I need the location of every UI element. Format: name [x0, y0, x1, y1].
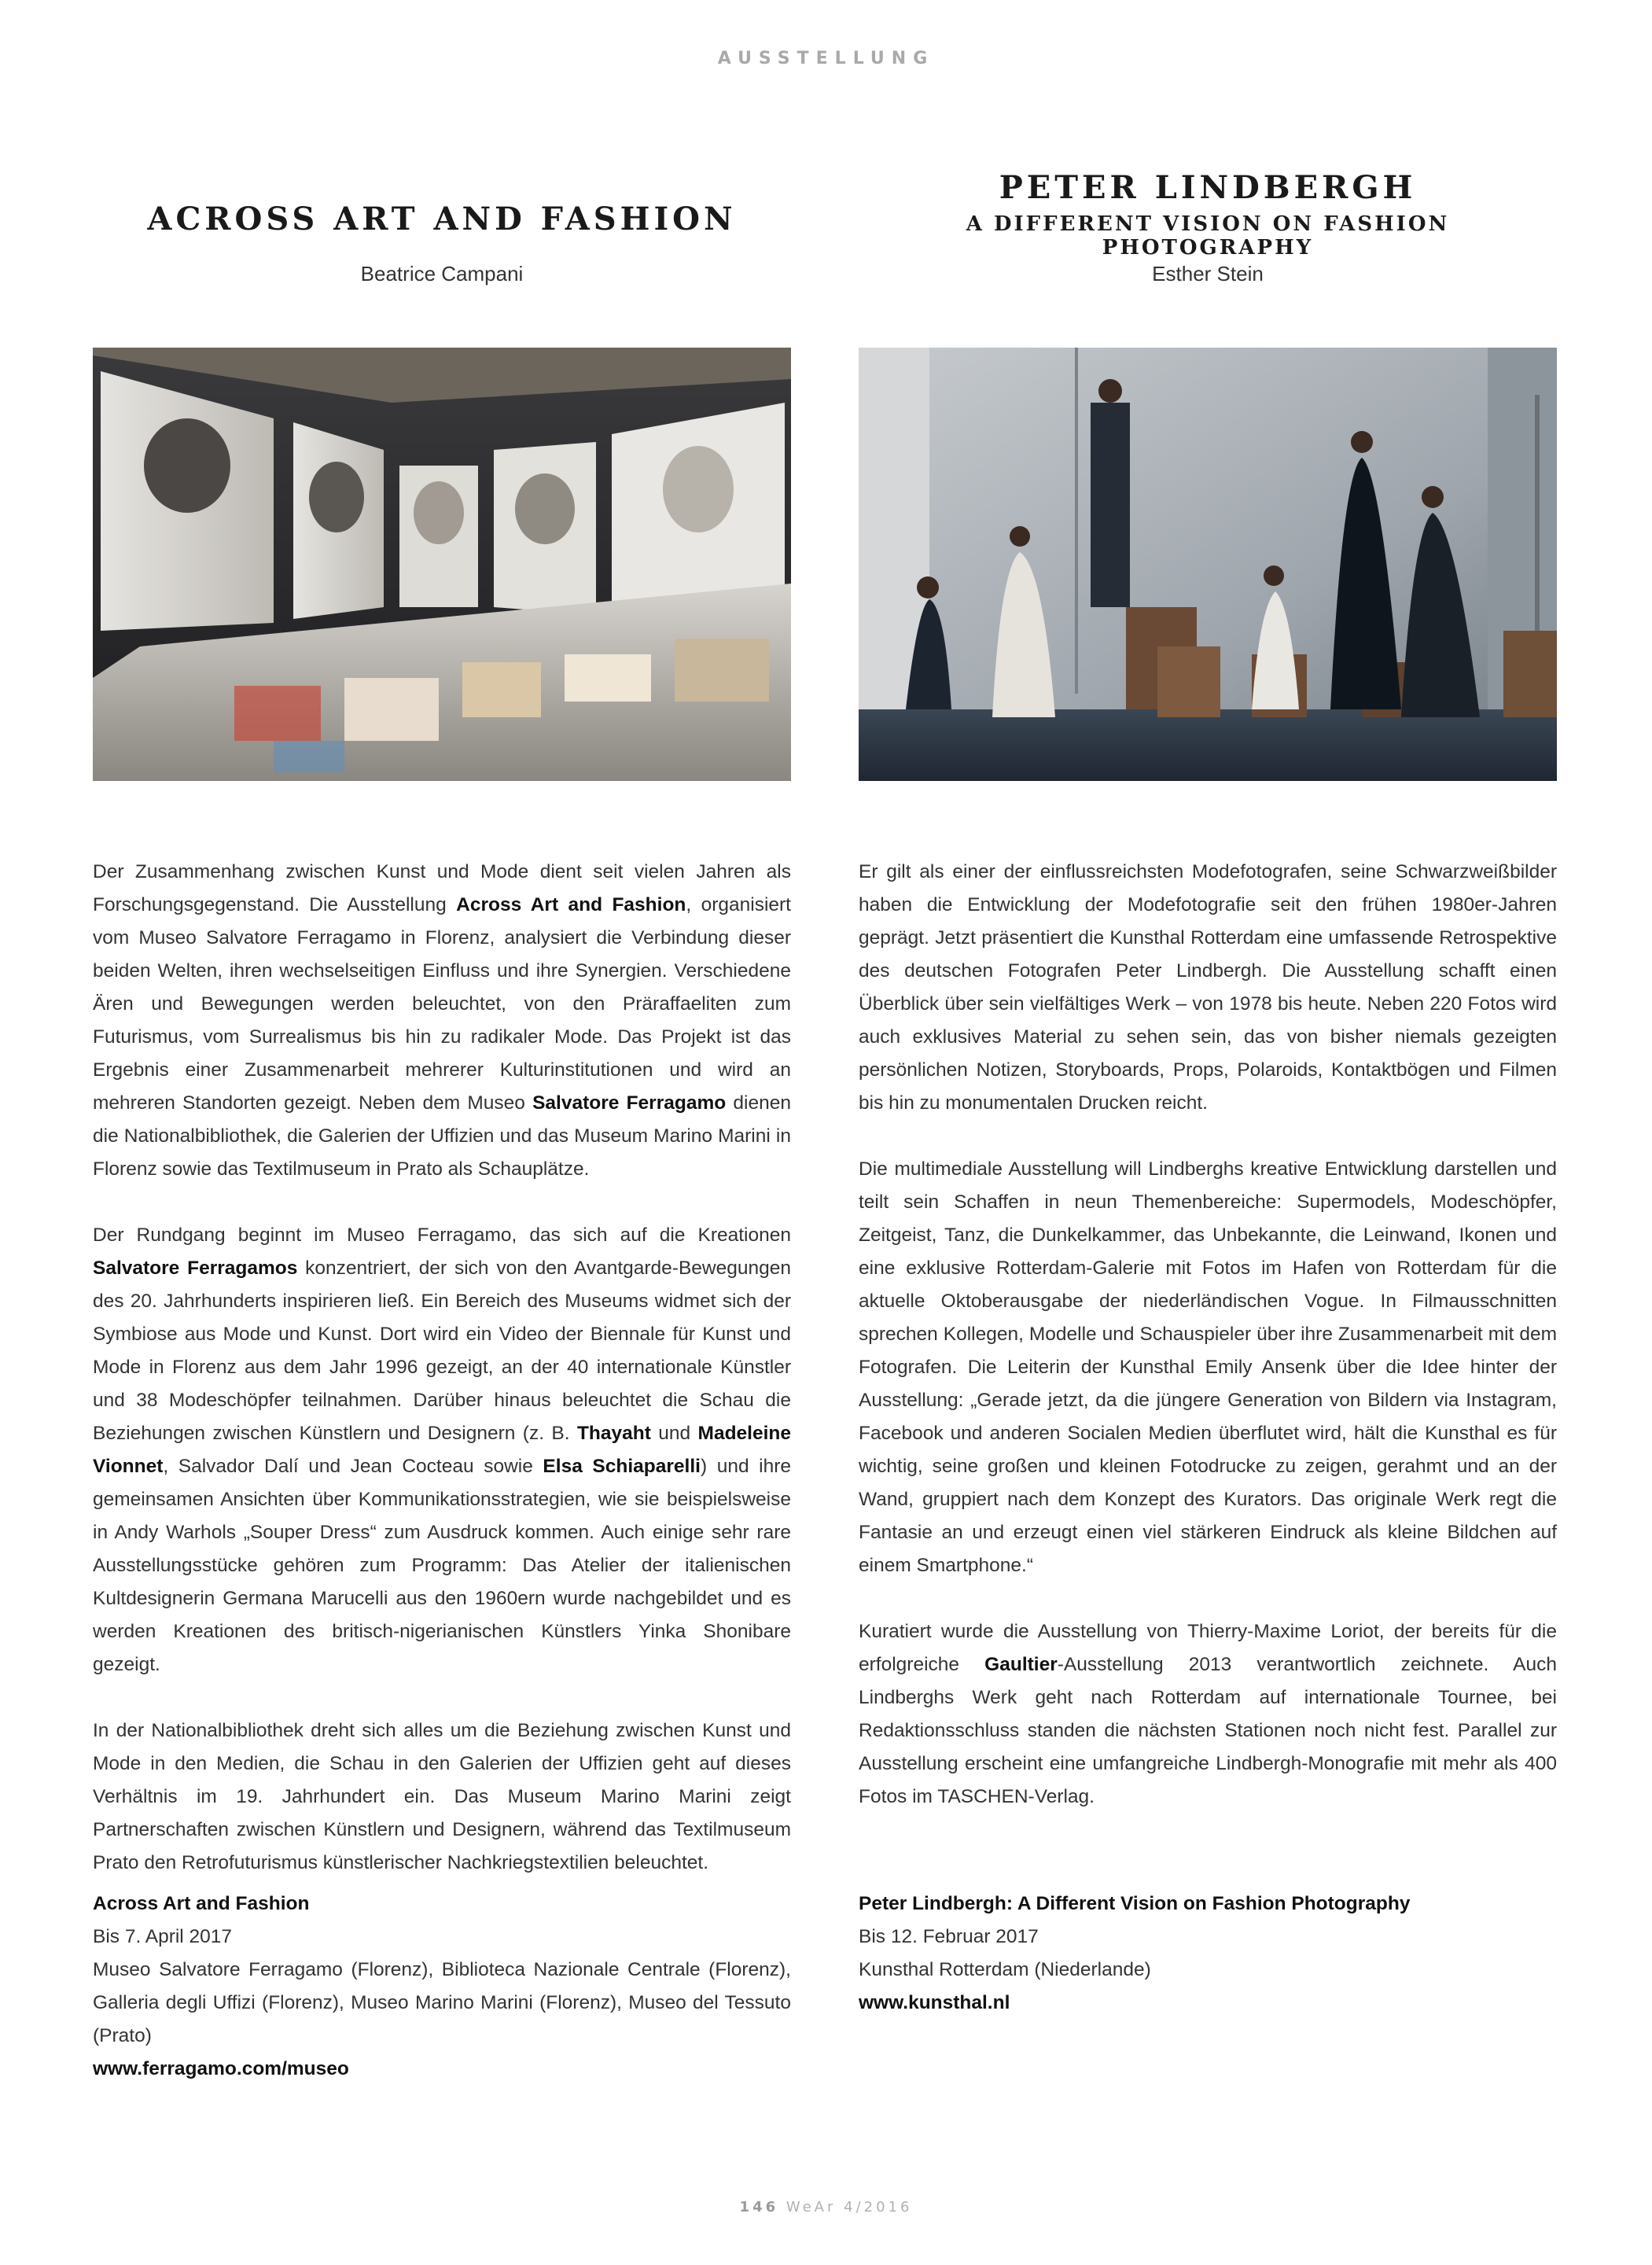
- exhibition-photo: [93, 348, 791, 781]
- body-paragraph: [859, 1153, 1557, 1582]
- article-title: PETER LINDBERGH: [999, 169, 1417, 206]
- page-number: 146: [739, 2199, 779, 2215]
- issue-label: WeAr 4/2016: [786, 2199, 913, 2215]
- info-date: Bis 7. April 2017: [93, 1926, 233, 1947]
- body-paragraph: [93, 1714, 791, 1880]
- text-run: Die multimediale Ausstellung will Lindberghs kreative Entwicklung darstellen und teilt sein Schaffen in neun Themenbereiche: Supermodels, Modeschöpfer, Zeitgeist, Tanz, die Dunkelkammer, das Unbekannte, die Leinwand, Ikonen und eine exklusive Rotterdam-Galerie mit Fotos im Hafen von Rotterdam für die aktuelle Oktoberausgabe der niederländischen Vogue. In Filmausschnitten sprechen Kollegen, Modelle und Schauspieler über ihre Zusammenarbeit mit dem Fotografen. Die Leiterin der Kunsthal Emily Ansenk über die Idee hinter der Ausstellung: „Gerade jetzt, da die jüngere Generation von Bildern via Instagram, Facebook und anderen Socialen Medien überflutet wird, hält die Kunsthal es für wichtig, seine großen und kleinen Fotodrucke zu zeigen, gerahmt und an der Wand, gruppiert nach dem Konzept des Kurators. Das originale Werk regt die Fantasie an und erzeugt einen viel stärkeren Eindruck als kleine Bildchen auf einem Smartphone.“: [859, 1158, 1557, 1576]
- fashion-photo: [859, 348, 1557, 781]
- text-run: -Ausstellung 2013 verantwortlich zeichnete. Auch Lindberghs Werk geht nach Rotterdam auf internationale Tournee, bei Redaktionsschluss standen die nächsten Stationen noch nicht fest. Parallel zur Ausstellung erscheint eine umfangreiche Lindbergh-Monografie mit mehr als 400 Fotos im TASCHEN-Verlag.: [859, 1654, 1557, 1807]
- article-subtitle: A DIFFERENT VISION ON FASHION PHOTOGRAPHY: [966, 212, 1450, 260]
- emphasized-name: Gaultier: [984, 1654, 1058, 1675]
- exhibition-info: [93, 1888, 791, 2086]
- info-title: Peter Lindbergh: A Different Vision on Fashion Photography: [859, 1893, 1411, 1914]
- article-author: Beatrice Campani: [360, 262, 524, 285]
- info-link[interactable]: www.kunsthal.nl: [859, 1992, 1010, 2013]
- text-run: ) und ihre gemeinsamen Ansichten über Kommunikationsstrategien, wie sie beispielsweise in Andy Warhols „Souper Dress“ zum Ausdruck kommen. Auch einige sehr rare Ausstellungsstücke gehören zum Programm: Das Atelier der italienischen Kultdesignerin Germana Marucelli aus den 1960ern wurde nachgebildet und es werden Kreationen des britisch-nigerianischen Künstlers Yinka Shonibare gezeigt.: [93, 1456, 791, 1675]
- exhibition-info: [859, 1888, 1557, 2020]
- text-run: Kuratiert wurde die Ausstellung von Thierry-Maxime Loriot, der bereits für die erfolgreiche: [859, 1621, 1557, 1675]
- emphasized-name: Madeleine Vionnet: [93, 1423, 791, 1477]
- emphasized-name: Thayaht: [576, 1423, 651, 1444]
- text-run: Er gilt als einer der einflussreichsten Modefotografen, seine Schwarzweißbilder haben die Entwicklung der Modefotografie seit den frühen 1980er-Jahren geprägt. Jetzt präsentiert die Kunsthal Rotterdam eine umfassende Retrospektive des deutschen Fotografen Peter Lindbergh. Die Ausstellung schafft einen Überblick über sein vielfältiges Werk – von 1978 bis heute. Neben 220 Fotos wird auch exklusives Material zu sehen sein, das von bisher niemals gezeigten persönlichen Notizen, Storyboards, Props, Polaroids, Kontaktbögen und Filmen bis hin zu monumentalen Drucken reicht.: [859, 861, 1557, 1114]
- text-run: In der Nationalbibliothek dreht sich alles um die Beziehung zwischen Kunst und Mode in den Medien, die Schau in den Galerien der Uffizien geht auf dieses Verhältnis im 19. Jahrhundert ein. Das Museum Marino Marini zeigt Partnerschaften zwischen Künstlern und Designern, während das Textilmuseum Prato den Retrofuturismus künstlerischer Nachkriegstextilien beleuchtet.: [93, 1720, 791, 1873]
- article-body: [859, 856, 1557, 1847]
- text-run: , Salvador Dalí und Jean Cocteau sowie: [163, 1456, 543, 1477]
- text-run: Der Zusammenhang zwischen Kunst und Mode dient seit vielen Jahren als Forschungsgegenstand. Die Ausstellung: [93, 861, 791, 915]
- text-run: dienen die Nationalbibliothek, die Galerien der Uffizien und das Museum Marino Marini in Florenz sowie das Textilmuseum in Prato als Schauplätze.: [93, 1092, 791, 1180]
- emphasized-name: Elsa Schiaparelli: [543, 1456, 701, 1477]
- text-run: konzentriert, der sich von den Avantgarde-Bewegungen des 20. Jahrhunderts inspirieren ließ. Ein Bereich des Museums widmet sich der Symbiose aus Mode und Kunst. Dort wird ein Video der Biennale für Kunst und Mode in Florenz aus dem Jahr 1996 gezeigt, an der 40 internationale Künstler und 38 Modeschöpfer teilnahmen. Darüber hinaus beleuchtet die Schau die Beziehungen zwischen Künstlern und Designern (z. B.: [93, 1258, 791, 1444]
- section-label: AUSSTELLUNG: [717, 49, 935, 68]
- article-author: Esther Stein: [1152, 262, 1264, 285]
- article-title: ACROSS ART AND FASHION: [147, 201, 737, 238]
- text-run: Der Rundgang beginnt im Museo Ferragamo, das sich auf die Kreationen: [93, 1225, 791, 1246]
- emphasized-name: Salvatore Ferragamo: [532, 1092, 727, 1114]
- emphasized-name: Salvatore Ferragamos: [93, 1258, 298, 1279]
- text-run: und: [650, 1423, 698, 1444]
- info-date: Bis 12. Februar 2017: [859, 1926, 1039, 1947]
- body-paragraph: [93, 856, 791, 1186]
- info-venue: Kunsthal Rotterdam (Niederlande): [859, 1959, 1151, 1980]
- emphasized-name: Across Art and Fashion: [456, 894, 686, 915]
- text-run: , organisiert vom Museo Salvatore Ferragamo in Florenz, analysiert die Verbindung dieser beiden Welten, ihren wechselseitigen Einfluss und ihre Synergien. Verschiedene Ären und Bewegungen werden beleuchtet, von den Präraffaeliten zum Futurismus, vom Surrealismus bis hin zu radikaler Mode. Das Projekt ist das Ergebnis einer Zusammenarbeit mehrerer Kulturinstitutionen und wird an mehreren Standorten gezeigt. Neben dem Museo: [93, 894, 791, 1114]
- body-paragraph: [859, 856, 1557, 1120]
- info-venue: Museo Salvatore Ferragamo (Florenz), Biblioteca Nazionale Centrale (Florenz), Galleria degli Uffizi (Florenz), Museo Marino Marini (Florenz), Museo del Tessuto (Prato): [93, 1959, 791, 2046]
- body-paragraph: [93, 1219, 791, 1681]
- info-title: Across Art and Fashion: [93, 1893, 310, 1914]
- info-link[interactable]: www.ferragamo.com/museo: [93, 2058, 349, 2079]
- page-footer: [0, 2199, 1652, 2215]
- article-body: [93, 856, 791, 1913]
- body-paragraph: [859, 1615, 1557, 1814]
